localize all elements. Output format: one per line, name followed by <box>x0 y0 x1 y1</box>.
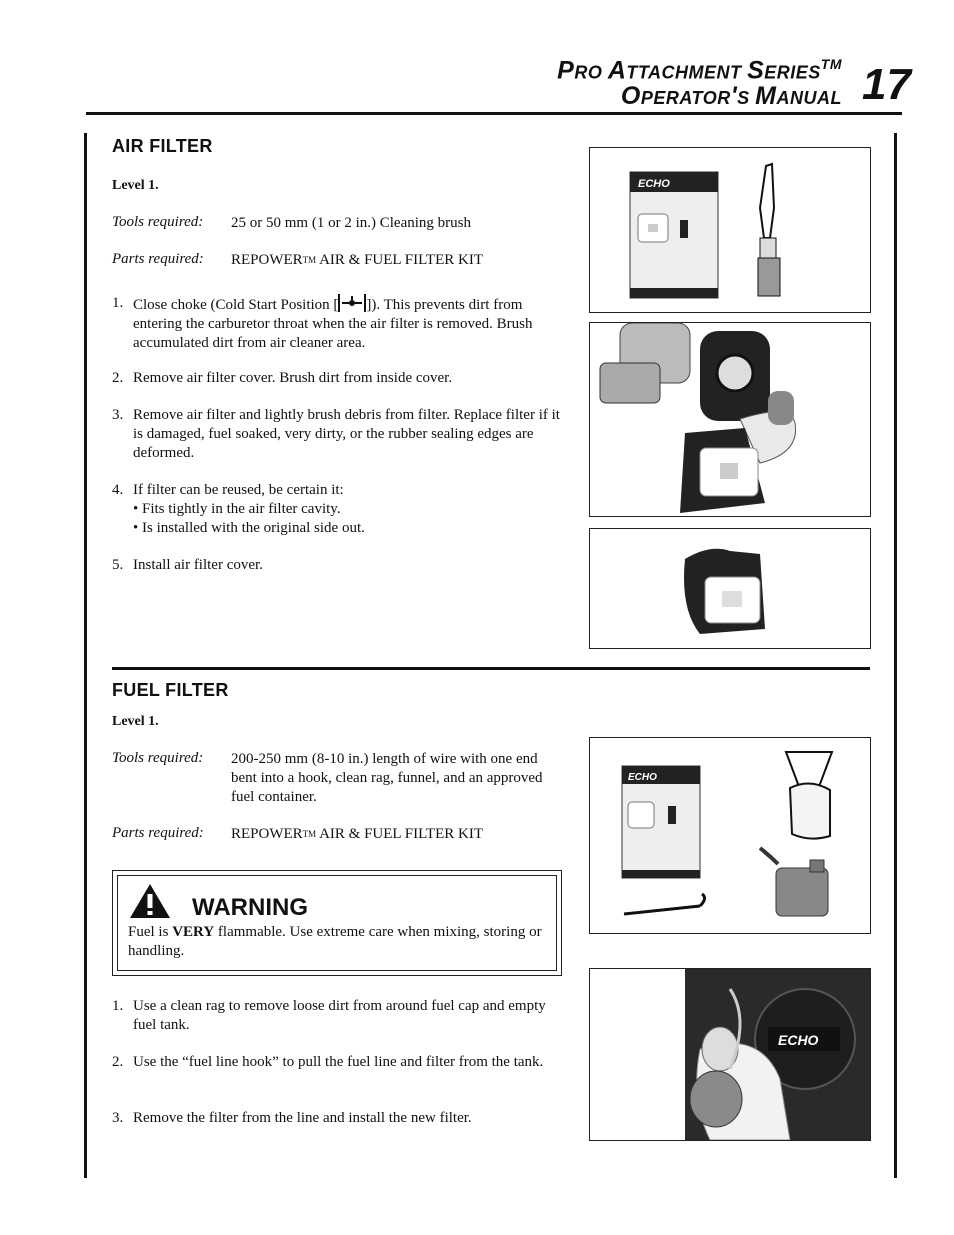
air-filter-heading: AIR FILTER <box>112 136 213 156</box>
air-filter-cover-image <box>589 528 871 649</box>
fuel-tools-value: 200-250 mm (8-10 in.) length of wire with one end bent into a hook, clean rag, funnel, and an approved fuel container. <box>231 751 543 805</box>
manual-title-line2: OPERATOR'S MANUAL <box>620 82 842 111</box>
air-step-4-bullet-2: • Is installed with the original side out. <box>133 520 365 536</box>
choke-symbol-icon <box>338 294 366 312</box>
section-divider <box>112 667 870 670</box>
fuel-parts-label: Parts required: <box>112 825 204 841</box>
fuel-step-2: 2. Use the “fuel line hook” to pull the fuel line and filter from the tank. <box>112 1054 544 1070</box>
header-rule <box>86 112 902 115</box>
engine-filter-cover-removed-image <box>589 322 871 517</box>
warning-text: Fuel is VERY flammable. Use extreme care when mixing, storing or handling. <box>128 924 542 959</box>
right-margin-bar <box>894 133 897 1178</box>
fuel-tools-label: Tools required: <box>112 750 204 766</box>
fuel-filter-heading: FUEL FILTER <box>112 680 229 700</box>
air-step-4-bullet-1: • Fits tightly in the air filter cavity. <box>133 501 341 517</box>
fuel-step-3: 3. Remove the filter from the line and install the new filter. <box>112 1110 472 1126</box>
svg-text:ECHO: ECHO <box>778 1032 819 1048</box>
air-step-2: 2. Remove air filter cover. Brush dirt from inside cover. <box>112 370 453 386</box>
air-step-1: 1. Close choke (Cold Start Position [ ]). This prevents dirt from entering the carburetor throat when the air filter is removed. Brush accumulated dirt from air cleaner area. <box>112 295 533 351</box>
air-filter-level: Level 1. <box>112 178 159 193</box>
left-margin-bar <box>84 133 87 1178</box>
air-tools-label: Tools required: <box>112 214 204 230</box>
fuel-tools-kit-image <box>589 737 871 934</box>
warning-box <box>112 870 562 976</box>
air-tools-value: 25 or 50 mm (1 or 2 in.) Cleaning brush <box>231 215 471 231</box>
air-step-4: 4. If filter can be reused, be certain it: • Fits tightly in the air filter cavity. • Is installed with the original side out. <box>112 481 562 538</box>
svg-text:ECHO: ECHO <box>628 772 657 783</box>
fuel-filter-level: Level 1. <box>112 714 159 729</box>
fuel-parts-value: REPOWER™ AIR & FUEL FILTER KIT <box>231 826 483 842</box>
fuel-step-1: 1. Use a clean rag to remove loose dirt from around fuel cap and empty fuel tank. <box>112 998 546 1033</box>
page-number: 17 <box>862 60 911 109</box>
fuel-tank-engine-image <box>589 968 871 1141</box>
air-step-5: 5. Install air filter cover. <box>112 557 263 573</box>
air-parts-value: REPOWER™ AIR & FUEL FILTER KIT <box>231 252 483 268</box>
svg-text:ECHO: ECHO <box>638 178 670 190</box>
air-parts-label: Parts required: <box>112 251 204 267</box>
warning-title: WARNING <box>192 894 308 921</box>
air-step-3: 3. Remove air filter and lightly brush debris from filter. Replace filter if it is damaged, fuel soaked, very dirty, or the rubber sealing edges are deformed. <box>112 407 560 461</box>
warning-triangle-icon <box>128 882 172 920</box>
manual-title <box>557 52 842 110</box>
filter-kit-and-brush-image <box>589 147 871 313</box>
manual-title-line1: PRO ATTACHMENT SERIES™ <box>557 56 842 85</box>
